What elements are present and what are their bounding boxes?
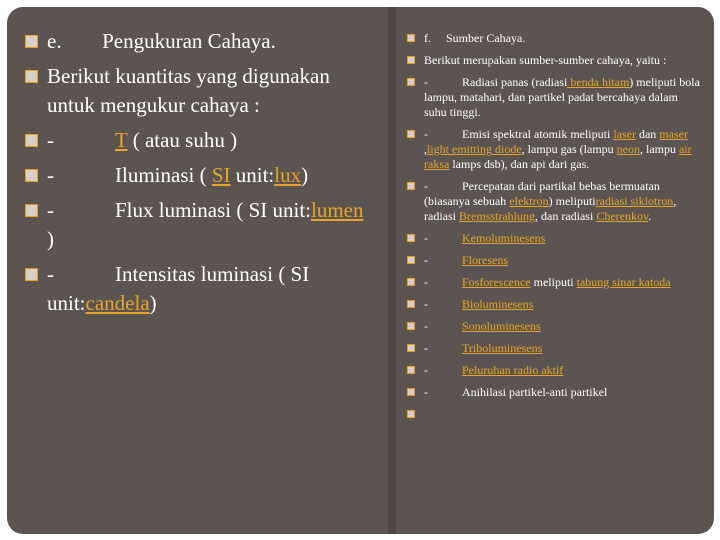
left-column — [25, 27, 375, 324]
link-elektron[interactable]: elektron — [509, 194, 549, 208]
item-percepatan: - Percepatan dari partikal bebas bermuatan (biasanya sebuah elektron) meliputiradiasi siklotron, radiasi Bremsstrahlung, dan radiasi Cherenkov. — [407, 179, 702, 224]
link-tabung-sinar-katoda[interactable]: tabung sinar katoda — [576, 275, 671, 289]
bullet-icon — [407, 322, 415, 330]
link-laser[interactable]: laser — [613, 127, 636, 141]
left-item-suhu: - T ( atau suhu ) — [25, 126, 375, 155]
bullet-icon — [407, 34, 415, 42]
link-peluruhan-radio-aktif[interactable]: Peluruhan radio aktif — [462, 363, 564, 377]
link-radiasi-siklotron[interactable]: radiasi siklotron — [595, 194, 674, 208]
bullet-icon — [407, 344, 415, 352]
link-kemoluminesens[interactable]: Kemoluminesens — [462, 231, 546, 245]
right-heading: f. Sumber Cahaya. — [407, 31, 702, 46]
link-bremsstrahlung[interactable]: Bremsstrahlung — [459, 209, 535, 223]
link-sonoluminesens[interactable]: Sonoluminesens — [462, 319, 541, 333]
link-lux[interactable]: lux — [274, 163, 302, 187]
bullet-icon — [407, 388, 415, 396]
item-anihilasi: - Anihilasi partikel-anti partikel — [407, 385, 702, 400]
bullet-icon — [407, 182, 415, 190]
item-emisi: - Emisi spektral atomik meliputi laser dan maser ,light emitting diode, lampu gas (lampu neon, lampu air raksa lamps dsb), dan api dari gas. — [407, 127, 702, 172]
bullet-icon — [407, 366, 415, 374]
link-air-raksa[interactable]: air raksa — [424, 142, 692, 171]
link-cherenkov[interactable]: Cherenkov — [596, 209, 649, 223]
bullet-icon — [25, 169, 38, 182]
bullet-icon — [25, 70, 38, 83]
item-sonoluminesens: - Sonoluminesens — [407, 319, 702, 334]
right-column — [407, 31, 702, 407]
link-si[interactable]: SI — [211, 163, 231, 187]
bullet-icon — [407, 278, 415, 286]
link-lumen[interactable]: lumen — [311, 198, 364, 222]
left-item-flux: - Flux luminasi ( SI unit:lumen ) — [25, 196, 375, 254]
bullet-icon — [407, 256, 415, 264]
bullet-icon — [407, 78, 415, 86]
bullet-icon — [25, 134, 38, 147]
bullet-icon — [407, 300, 415, 308]
bullet-icon — [407, 130, 415, 138]
bullet-icon — [407, 56, 415, 64]
link-led[interactable]: light emitting diode — [427, 142, 522, 156]
link-benda-hitam[interactable]: benda hitam — [567, 75, 630, 89]
link-maser[interactable]: maser — [659, 127, 688, 141]
item-kemoluminesens: - Kemoluminesens — [407, 231, 702, 246]
item-bioluminesens: - Bioluminesens — [407, 297, 702, 312]
item-triboluminesens: - Triboluminesens — [407, 341, 702, 356]
link-t[interactable]: T — [115, 128, 128, 152]
bullet-icon — [25, 35, 38, 48]
link-candela[interactable]: candela — [85, 291, 150, 315]
link-fosforescence[interactable]: Fosforescence — [462, 275, 531, 289]
link-bioluminesens[interactable]: Bioluminesens — [462, 297, 534, 311]
item-radiasi-panas: - Radiasi panas (radiasi benda hitam) meliputi bola lampu, matahari, dan partikel padat bercahaya dalam suhu tinggi. — [407, 75, 702, 120]
right-intro: Berikut merupakan sumber-sumber cahaya, yaitu : — [407, 53, 702, 68]
link-triboluminesens[interactable]: Triboluminesens — [462, 341, 543, 355]
left-heading: e. Pengukuran Cahaya. — [25, 27, 375, 56]
left-intro: Berikut kuantitas yang digunakan untuk mengukur cahaya : — [25, 62, 375, 120]
left-item-iluminasi: - Iluminasi ( SI unit:lux) — [25, 161, 375, 190]
bullet-icon — [25, 268, 38, 281]
left-item-intensitas: - Intensitas luminasi ( SI unit:candela) — [25, 260, 375, 318]
column-divider — [388, 7, 396, 534]
item-floresens: - Floresens — [407, 253, 702, 268]
slide — [7, 7, 714, 534]
bullet-icon — [25, 204, 38, 217]
item-fosforescence: - Fosforescence meliputi tabung sinar katoda — [407, 275, 702, 290]
bullet-icon — [407, 234, 415, 242]
link-floresens[interactable]: Floresens — [462, 253, 508, 267]
item-peluruhan: - Peluruhan radio aktif — [407, 363, 702, 378]
link-neon[interactable]: neon — [616, 142, 640, 156]
heading-title: Pengukuran Cahaya. — [102, 29, 276, 53]
bullet-icon — [407, 410, 415, 418]
